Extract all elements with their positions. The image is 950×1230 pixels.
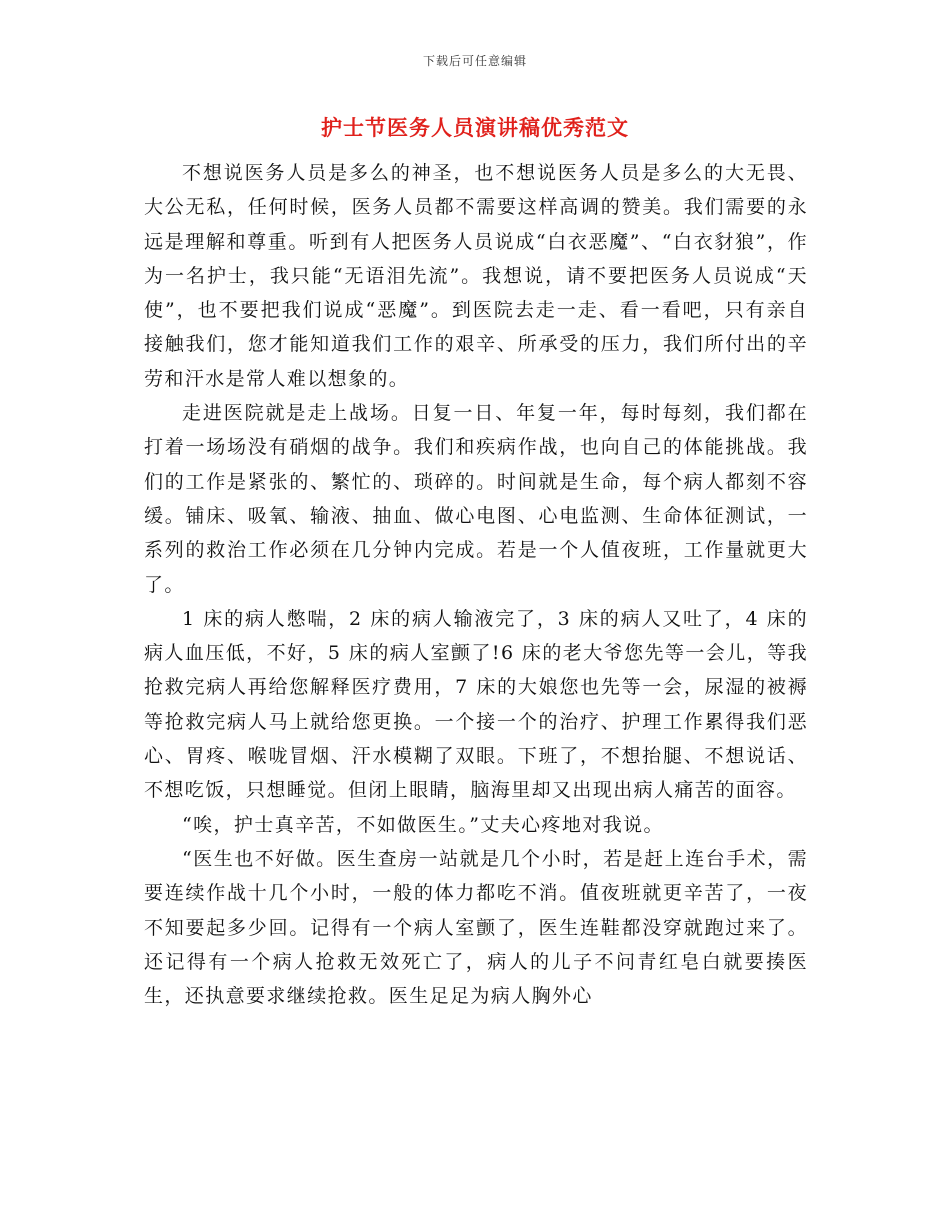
document-title: 护士节医务人员演讲稿优秀范文 — [321, 115, 629, 140]
paragraph-1: 不想说医务人员是多么的神圣，也不想说医务人员是多么的大无畏、大公无私，任何时候，医务人员都不需要这样高调的赞美。我们需要的永远是理解和尊重。听到有人把医务人员说成“白衣恶魔”、“白衣豺狼”，作为一名护士，我只能“无语泪先流”。我想说，请不要把医务人员说成“天使”，也不要把我们说成“恶魔”。到医院去走一走、看一看吧，只有亲自接触我们，您才能知道我们工作的艰辛、所承受的压力，我们所付出的辛劳和汗水是常人难以想象的。 — [144, 162, 808, 390]
paragraph-3: 1 床的病人憋喘，2 床的病人输液完了，3 床的病人又吐了，4 床的病人血压低，不好，5 床的病人室颤了!6 床的老大爷您先等一会儿，等我抢救完病人再给您解释医疗费用，7 床的大娘您也先等一会，尿湿的被褥等抢救完病人马上就给您更换。一个接一个的治疗、护理工作累得我们恶心、胃疼、喉咙冒烟、汗水模糊了双眼。下班了，不想抬腿、不想说话、不想吃饭，只想睡觉。但闭上眼睛，脑海里却又出现出病人痛苦的面容。 — [144, 607, 808, 802]
paragraph-2: 走进医院就是走上战场。日复一日、年复一年，每时每刻，我们都在打着一场场没有硝烟的战争。我们和疾病作战，也向自己的体能挑战。我们的工作是紧张的、繁忙的、琐碎的。时间就是生命，每个病人都刻不容缓。铺床、吸氧、输液、抽血、做心电图、心电监测、生命体征测试，一系列的救治工作必须在几分钟内完成。若是一个人值夜班，工作量就更大了。 — [144, 402, 808, 596]
document-body — [144, 156, 808, 1013]
page-header-note: 下载后可任意编辑 — [422, 54, 527, 68]
paragraph-5: “医生也不好做。医生查房一站就是几个小时，若是赶上连台手术，需要连续作战十几个小时，一般的体力都吃不消。值夜班就更辛苦了，一夜不知要起多少回。记得有一个病人室颤了，医生连鞋都没穿就跑过来了。还记得有一个病人抢救无效死亡了，病人的儿子不问青红皂白就要揍医生，还执意要求继续抢救。医生足足为病人胸外心 — [144, 847, 808, 1008]
paragraph-4: “唉，护士真辛苦，不如做医生。”丈夫心疼地对我说。 — [182, 813, 664, 836]
